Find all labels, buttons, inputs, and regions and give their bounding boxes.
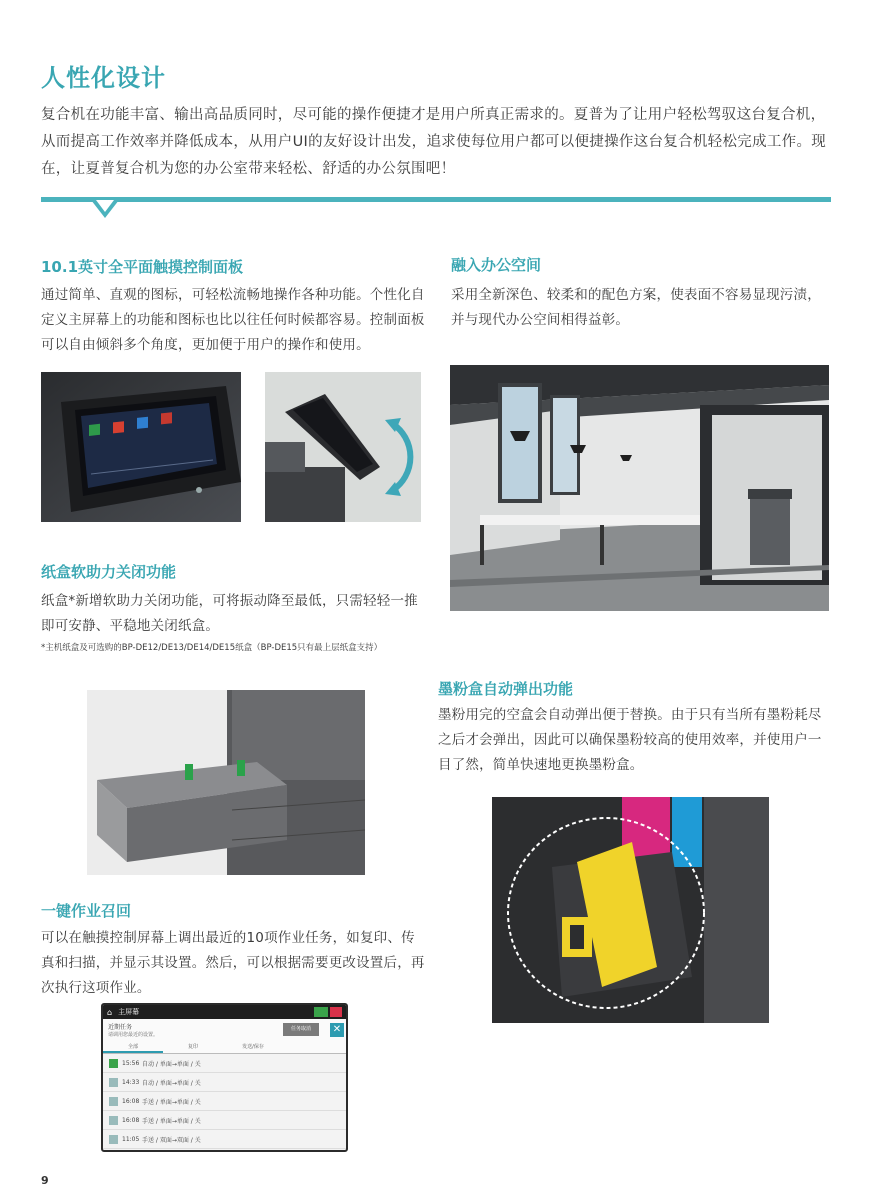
drawer-photo	[87, 690, 365, 875]
job-recall-screen	[101, 1003, 348, 1152]
office-photo	[450, 365, 829, 611]
job-time: 11:05	[122, 1135, 140, 1143]
copy-icon	[109, 1078, 118, 1087]
job-row[interactable]	[103, 1073, 346, 1092]
intro-paragraph: 复合机在功能丰富、输出高品质同时，尽可能的操作便捷才是用户所真正需求的。夏普为了让用户轻松驾驭这台复合机，从而提高工作效率并降低成本，从用户UI的友好设计出发，追求使每位用户都可以便捷操作这台复合机轻松完成工作。现在，让夏普复合机为您的办公室带来轻松、舒适的办公氛围吧！	[41, 107, 827, 177]
job-row[interactable]	[103, 1092, 346, 1111]
tab-all[interactable]: 全部	[103, 1043, 163, 1053]
job-settings: 自动 / 单面→单面 / 关	[142, 1060, 201, 1068]
tab-copy[interactable]: 复印	[187, 1044, 198, 1050]
toner-body: 墨粉用完的空盒会自动弹出便于替换。由于只有当所有墨粉耗尽之后才会弹出，因此可以确保墨粉较高的使用效率，并使用户一目了然，简单快速地更换墨粉盒。	[438, 707, 822, 773]
status-badge-green	[314, 1007, 328, 1017]
job-settings: 自动 / 单面→单面 / 关	[142, 1079, 201, 1087]
job-settings: 手送 / 单面→单面 / 关	[142, 1117, 201, 1125]
job-settings: 手送 / 单面→单面 / 关	[142, 1098, 201, 1106]
screen-title: 主屏幕	[118, 1008, 140, 1016]
drawer-footnote: *主机纸盒及可选购的BP-DE12/DE13/DE14/DE15纸盒（BP-DE15只有最上层纸盒支持）	[41, 643, 383, 653]
toner-photo	[492, 797, 769, 1023]
recall-body: 可以在触摸控制屏幕上调出最近的10项作业任务，如复印、传真和扫描，并显示其设置。然后，可以根据需要更改设置后，再次执行这项作业。	[41, 930, 425, 996]
job-time: 16:08	[122, 1097, 140, 1105]
home-icon[interactable]: ⌂	[107, 1007, 113, 1017]
tab-send-save[interactable]: 发送/保存	[242, 1044, 264, 1050]
cancel-task-button[interactable]: 任务取消	[283, 1023, 319, 1036]
panel-subtitle: 请调用您最近的设置。	[108, 1032, 159, 1038]
copy-icon	[109, 1116, 118, 1125]
status-badge	[330, 1007, 342, 1017]
drawer-heading: 纸盒软助力关闭功能	[41, 563, 177, 581]
control-panel-photo	[41, 372, 241, 522]
job-time: 15:56	[122, 1059, 140, 1067]
close-button[interactable]: ✕	[330, 1023, 344, 1037]
job-settings: 手送 / 双面→双面 / 关	[142, 1136, 201, 1144]
panel-header	[103, 1019, 346, 1043]
recall-heading: 一键作业召回	[41, 902, 132, 920]
tab-bar	[103, 1043, 346, 1054]
office-body: 采用全新深色、较柔和的配色方案，使表面不容易显现污渍，并与现代办公空间相得益彰。	[451, 287, 821, 328]
job-row[interactable]	[103, 1111, 346, 1130]
page-number: 9	[41, 1174, 49, 1187]
copy-icon	[109, 1097, 118, 1106]
divider-notch-inner	[96, 200, 114, 212]
job-time: 14:33	[122, 1078, 140, 1086]
job-time: 16:08	[122, 1116, 140, 1124]
job-row[interactable]	[103, 1130, 346, 1149]
touch-panel-heading: 10.1英寸全平面触摸控制面板	[41, 258, 244, 276]
page-title: 人性化设计	[41, 64, 166, 92]
copy-icon	[109, 1135, 118, 1144]
panel-title: 近期任务	[108, 1024, 133, 1031]
touch-panel-body: 通过简单、直观的图标，可轻松流畅地操作各种功能。个性化自定义主屏幕上的功能和图标也比以往任何时候都容易。控制面板可以自由倾斜多个角度，更加便于用户的操作和使用。	[41, 287, 425, 353]
drawer-body: 纸盒*新增软助力关闭功能，可将振动降至最低，只需轻轻一推即可安静、平稳地关闭纸盒。	[41, 593, 418, 634]
section-divider	[41, 197, 831, 202]
tilting-panel-photo	[265, 372, 421, 522]
copy-icon	[109, 1059, 118, 1068]
screen-top-bar	[103, 1005, 346, 1019]
office-heading: 融入办公空间	[451, 256, 542, 274]
job-row[interactable]	[103, 1054, 346, 1073]
toner-heading: 墨粉盒自动弹出功能	[438, 680, 574, 698]
